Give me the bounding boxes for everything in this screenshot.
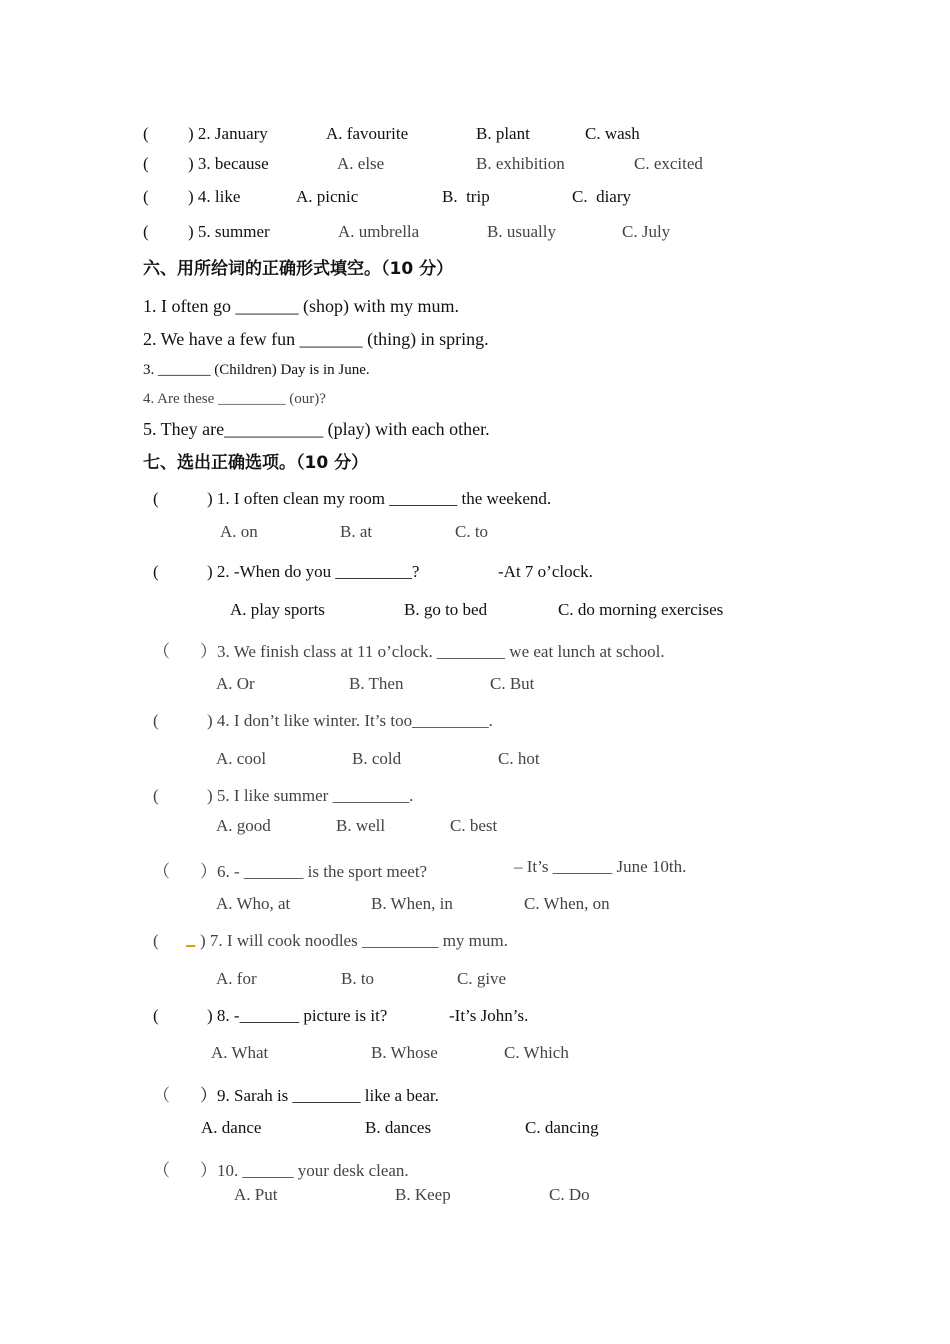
fill-item: 3. _______ (Children) Day is in June. [143,362,370,378]
fill-item: 1. I often go _______ (shop) with my mum. [143,296,459,316]
option-c: C. But [490,674,535,693]
option-c: C. hot [498,749,540,768]
fill-item: 5. They are___________ (play) with each other. [143,419,490,439]
option-b: B. well [336,816,386,835]
option-c: C. to [455,522,489,541]
answer-paren[interactable]: ( [143,187,149,206]
question-text: ) 8. -_______ picture is it? [207,1006,388,1025]
option-c: C. excited [634,154,703,173]
option-a: A. picnic [296,187,359,206]
question-text: ）10. ______ your desk clean. [200,1161,409,1180]
answer-paren[interactable]: ( [153,489,159,508]
answer-text: -It’s John’s. [449,1006,529,1025]
option-c: C. dancing [525,1118,599,1137]
answer-paren[interactable]: （ [153,1161,170,1180]
option-b: B. dances [365,1118,432,1137]
answer-paren[interactable]: ( [153,711,159,730]
option-b: B. trip [442,187,490,206]
option-b: B. cold [352,749,402,768]
option-a: A. Put [234,1185,278,1204]
option-b: B. plant [476,124,530,143]
section6-title: 六、用所给词的正确形式填空。（10 分） [143,259,454,279]
answer-text: -At 7 o’clock. [498,562,593,581]
option-a: A. Who, at [216,894,291,913]
option-b: B. go to bed [404,600,488,619]
answer-paren[interactable]: ( [153,562,159,581]
answer-paren[interactable]: （ [153,642,170,661]
option-b: B. to [341,969,375,988]
question-word: ) 3. because [188,154,269,173]
option-c: C. give [457,969,507,988]
option-a: A. What [211,1043,269,1062]
option-b: B. usually [487,222,556,241]
option-c: C. wash [585,124,640,143]
option-a: A. on [220,522,258,541]
option-b: B. Then [349,674,404,693]
question-word: ) 2. January [188,124,268,143]
option-b: B. When, in [371,894,453,913]
answer-paren[interactable]: ( [153,786,159,805]
highlight-mark: ▁ [186,933,196,947]
question-text: ）3. We finish class at 11 o’clock. ________ we eat lunch at school. [200,642,665,661]
question-text: ）9. Sarah is ________ like a bear. [200,1086,439,1105]
option-c: C. best [450,816,498,835]
answer-paren[interactable]: （ [153,862,170,881]
option-c: C. Which [504,1043,569,1062]
question-text: ) 2. -When do you _________? [207,562,420,581]
answer-paren[interactable]: ( [143,154,149,173]
option-c: C. When, on [524,894,610,913]
question-text: ) 1. I often clean my room ________ the weekend. [207,489,552,508]
option-b: B. Whose [371,1043,438,1062]
option-a: A. Or [216,674,255,693]
option-b: B. exhibition [476,154,565,173]
option-b: B. Keep [395,1185,451,1204]
answer-text: – It’s _______ June 10th. [514,857,687,876]
option-a: A. good [216,816,271,835]
option-a: A. for [216,969,257,988]
question-text: ) 7. I will cook noodles _________ my mum. [200,931,508,950]
question-word: ) 5. summer [188,222,270,241]
option-a: A. umbrella [338,222,420,241]
section7-title: 七、选出正确选项。（10 分） [143,453,369,473]
option-a: A. else [337,154,385,173]
option-a: A. favourite [326,124,409,143]
option-a: A. dance [201,1118,262,1137]
question-text: ) 4. I don’t like winter. It’s too_________. [207,711,493,730]
answer-paren[interactable]: ( [143,124,149,143]
option-a: A. cool [216,749,267,768]
option-c: C. July [622,222,671,241]
question-text: ）6. - _______ is the sport meet? [200,862,428,881]
answer-paren[interactable]: （ [153,1086,170,1105]
question-text: ) 5. I like summer _________. [207,786,414,805]
option-b: B. at [340,522,373,541]
option-a: A. play sports [230,600,325,619]
option-c: C. Do [549,1185,590,1204]
fill-item: 4. Are these _________ (our)? [143,391,326,407]
option-c: C. do morning exercises [558,600,724,619]
option-c: C. diary [572,187,632,206]
question-word: ) 4. like [188,187,241,206]
answer-paren[interactable]: ( [153,1006,159,1025]
answer-paren[interactable]: ( [143,222,149,241]
answer-paren[interactable]: ( [153,931,159,950]
fill-item: 2. We have a few fun _______ (thing) in spring. [143,329,489,349]
